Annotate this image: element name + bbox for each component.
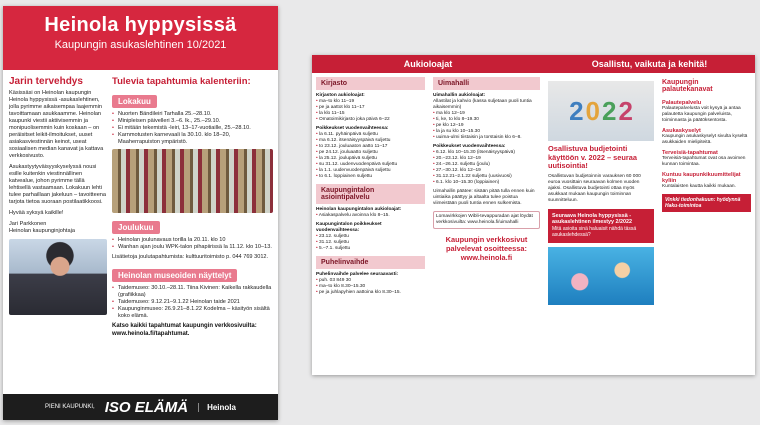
swimming-exceptions (433, 150, 540, 186)
events-link[interactable]: Katso kaikki tapahtumat kaupungin verkkosivuilta: www.heinola.fi/tapahtumat. (112, 323, 257, 337)
feedback-channel-text: Palautepalvelusta voit kysyä ja antaa palautetta kaupungin palveluista, toiminnasta ja päätöksentosta. (662, 106, 741, 123)
event-item: • Karnmotusten karnevaali la 30.10. klo 18–20, Maaherrapuiston ympäristö. (112, 132, 273, 146)
list-item: • la klo 11–15 (316, 111, 425, 117)
year-digit: 2 (618, 95, 633, 126)
swimming-link-box[interactable]: Lomavirkkojen Wibli-tevappuradan ajat löydät verkkosivuilta: www.heinola.fi/uimahalli (433, 211, 540, 229)
event-item: • Ei mitään tekemistä -leiri, 13–17-vuotiaille, 25.–28.10. (112, 125, 273, 132)
search-tip: Vinkki tiedonhakuun: hyödynnä Haku-toimintoa (662, 194, 751, 212)
switchboard-sub: Puhelinvaihde palvelee seuraavasti: (316, 272, 399, 277)
list-item: • 23.12. suljettu (316, 234, 425, 240)
list-item: • 6.12. klo 10–15.30 (itsenäisyyspäivä) (433, 150, 540, 156)
leaflet-front-page (3, 6, 278, 420)
column-budget (544, 73, 658, 375)
list-item: • to 6.1. loppiainen suljettu (316, 174, 425, 180)
feedback-channel-title: Palautepalvelu (662, 100, 702, 106)
list-item: • la 1.1. uudenvuodenpäivä suljettu (316, 168, 425, 174)
city-hall-hours (316, 213, 425, 219)
top-band (312, 55, 755, 73)
city-hall-exceptions (316, 234, 425, 252)
front-footer (3, 394, 278, 420)
list-item: • pe klo 12–19 (433, 123, 540, 129)
event-item: • Wanhan ajan joulu WPK-talon pihapiirissä la 11.12. klo 10–13. (112, 244, 273, 251)
front-body (3, 70, 278, 338)
feedback-channel-text: Terveisiä-tapahtumat ovat osa avoimen kunnan toimintaa. (662, 156, 746, 167)
masthead-subtitle: Kaupungin asukaslehtinen 10/2021 (54, 39, 227, 51)
next-issue-text: Mitä asioita sinä haluaisit nähdä tässä asukaslehdessä? (552, 225, 637, 238)
library-exceptions-sub: Poikkeukset vuodenvaihteessa: (316, 126, 389, 131)
greeting-heading: Jarin tervehdys (9, 76, 83, 87)
participate-title: Osallistu, vaikuta ja kehitä! (591, 59, 708, 69)
next-issue-title: Seuraava Heinola hyppysissä -asukaslehtinen ilmestyy 2/2022 (552, 212, 633, 225)
december-tag: Joulukuu (112, 221, 160, 234)
list-item: • pe ja juhlapyhien aattoina klo 8.30–15. (316, 290, 425, 296)
list-item: • Asiakaspalvelu avoinna klo 8–15. (316, 213, 425, 219)
inner-body (312, 73, 755, 375)
market-photo (112, 149, 273, 213)
website-label: Kaupungin verkkosivut palvelevat osoitteessa: (445, 235, 528, 253)
info-line: Lisätietoja joulutapahtumista: kulttuuritoimisto p. 044 769 3012. (112, 254, 269, 260)
swimming-rule: Uimahallin päätee: sisään pitää tulla ennen kuin uintiaika päättyy ja altaalta tulee poistua viimeistään puoli tuntia ennen sulkemista. (433, 189, 535, 206)
feedback-heading: Kaupungin palautekanavat (662, 77, 751, 96)
signature-name: Jari Parkkonen (9, 221, 47, 227)
museum-events (112, 285, 273, 320)
greeting-closing: Hyvää syksyä kaikille! (9, 210, 64, 216)
list-item: • puh. 03 849 30 (316, 278, 425, 284)
signature (9, 221, 107, 235)
list-item: • pe ja aattot klo 11–17 (316, 105, 425, 111)
library-heading: Kirjasto (316, 77, 425, 90)
list-item: • su 31.12. uudenvuodenpäivä suljettu (316, 162, 425, 168)
swimming-heading: Uimahalli (433, 77, 540, 90)
greeting-column (9, 76, 112, 338)
event-item: • Heinolan joulunavaus torilla la 20.11. klo 10 (112, 237, 273, 244)
year-2022-image (548, 81, 654, 141)
list-item: • 20.–23.12. klo 12–19 (433, 156, 540, 162)
city-hall-heading: Kaupungintalon asiointipalvelu (316, 184, 425, 204)
list-item: • la ja su klo 10–15.30 (433, 129, 540, 135)
calendar-title: Tulevia tapahtumia kalenteriin: (112, 76, 251, 87)
city-hall-exceptions-sub: Kaupungintalon poikkeukset vuodenvaihteessa: (316, 222, 382, 233)
mayor-photo (9, 239, 107, 315)
library-sub: Kirjaston aukioloajat: (316, 93, 365, 98)
list-item: • to 23.12. jouluaaton aatto 11–17 (316, 144, 425, 150)
calendar-column (112, 76, 273, 338)
list-item: • 5.–7.1. suljettu (316, 246, 425, 252)
opening-hours-title: Aukioloajat (403, 59, 453, 69)
budget-text: Osallistuvan budjetoinnin varauksen 60 000 euroa vuosittain seuraavan kolmen vuoden ajaksi. Osallistuva budjetointi ottaa myös asukkaat mukaan kaupungin toiminnan suunnitteluun. (548, 173, 641, 203)
website-link[interactable]: www.heinola.fi (460, 253, 513, 262)
column-library (312, 73, 429, 375)
list-item: • la 25.12. joulupäivä suljettu (316, 156, 425, 162)
feedback-channel-title: Kuntuu kaupunkikuumittelijat kyliin (662, 172, 741, 184)
feedback-channel-title: Asukaskyselyt (662, 128, 701, 134)
masthead-title: Heinola hyppysissä (44, 14, 237, 36)
list-item: • ma–to klo 8.30–15.30 (316, 284, 425, 290)
year-digit: 2 (569, 95, 584, 126)
feedback-channel-text: Kaupungin asukaskyselyt sivulta kyseltä asukkaiden mielipiteitä. (662, 134, 748, 145)
list-item: • la 6.11. pyhäinpäivä suljettu (316, 132, 425, 138)
footer-slogan-big: ISO ELÄMÄ (104, 398, 189, 416)
masthead (3, 6, 278, 70)
swimming-sub: Uimahallin aukioloajat: (433, 93, 486, 98)
event-item: • Nuorten Bändileiri Tarhalla 25.–28.10. (112, 111, 273, 118)
list-item: • 31.12. suljettu (316, 240, 425, 246)
heinola-logo: Heinola (198, 403, 236, 412)
october-events (112, 111, 273, 146)
list-item: • 6.1. klo 10–15.30 (loppiainen) (433, 180, 540, 186)
year-digit: 0 (585, 95, 600, 126)
library-exceptions (316, 132, 425, 180)
column-swimming-hall (429, 73, 544, 375)
swimming-hours (433, 111, 540, 141)
footer-slogan-small: PIENI KAUPUNKI, (45, 404, 95, 410)
feedback-channel-title: Terveisiä-tapahtumat (662, 150, 718, 156)
swimming-exceptions-sub: Poikkeukset vuodenvaihteessa: (433, 144, 506, 149)
greeting-paragraph: Käsissäsi on Heinolan kaupungin Heinola hyppysissä -asukaslehtinen, jolla pyrimme aikaisempaa laajemmin tavoittamaan asukkaamme. Heinolan kaupunki viestii aktiivisemmin ja monipuolisemmin kuin koskaan – on peräisitset leikit-ilmoitukset, uuset asiakasviestinnän keinot, useat sosiaalisen median kanavat ja kattava verkkosivusto. (9, 90, 104, 159)
event-item: • Taidemuseo: 9.12.21–9.1.22 Heinolan taide 2021 (112, 299, 273, 306)
list-item: • ma klo 12–19 (433, 111, 540, 117)
list-item: • pe 24.12. jouluaatto suljettu (316, 150, 425, 156)
signature-title: Heinolan kaupunginjohtaja (9, 228, 75, 234)
year-digit: 2 (602, 95, 617, 126)
museum-tag: Heinolan museoiden näyttelyt (112, 269, 237, 282)
december-events (112, 237, 273, 251)
event-item: • Minipleisen päivelleri 3.–6. lk., 25.–29.10. (112, 118, 273, 125)
switchboard-heading: Puhelinvaihde (316, 256, 425, 269)
library-hours (316, 99, 425, 123)
list-item: • uuima-ulmi tiistaisin ja torstaisin klo 6–8. (433, 135, 540, 141)
swimming-photo (548, 247, 654, 305)
list-item: • 27.–30.12. klo 12–19 (433, 168, 540, 174)
list-item: • ma–to klo 11–19 (316, 99, 425, 105)
feedback-channel-text: Kuntalaisten kautta kaikki mukaan. (662, 184, 736, 189)
swimming-note: Allastilat ja kahvio (kassa suljetaan puoli tuntia aikaisemmin) (433, 99, 532, 110)
list-item: • 24.–26.12. suljettu (joulu) (433, 162, 540, 168)
next-issue-box (548, 209, 654, 243)
event-item: • Taidemuseo: 30.10.–28.11. Tiina Kivinen: Kaikella rakkaudella (grafiikkaa) (112, 285, 273, 299)
list-item: • ti, ke, to klo 8–19.30 (433, 117, 540, 123)
list-item: • Omatoimikirjasto joka päivä 6–22 (316, 117, 425, 123)
list-item: • 31.12.21–2.1.22 suljettu (uusivuosi) (433, 174, 540, 180)
list-item: • ma 6.12. itsenäisyyspäivä suljettu (316, 138, 425, 144)
leaflet-inner-page (312, 55, 755, 375)
budget-heading: Osallistuva budjetointi käyttöön v. 2022 – seuraa uutisointia! (548, 144, 638, 170)
switchboard-hours (316, 278, 425, 296)
october-tag: Lokakuu (112, 95, 157, 108)
column-feedback (658, 73, 755, 375)
event-item: • Kaupunginmuseo: 26.9.21–8.1.22 Kodelma – käsityön sisältä koko elämä. (112, 306, 273, 320)
city-hall-sub: Heinolan kaupungintalon aukioloajat: (316, 207, 402, 212)
greeting-paragraph: Asukastyytyväisyyskyselyssä nousi esille kuitenkin viestinnällinen katvealue, johon pyrimme tällä lehtisellä vastaamaan. Lokakuun lehti tulee parhaillaan jakeluun – tavoitteena tarjota tietoa suoraan postilaatikkoosi. (9, 164, 107, 205)
